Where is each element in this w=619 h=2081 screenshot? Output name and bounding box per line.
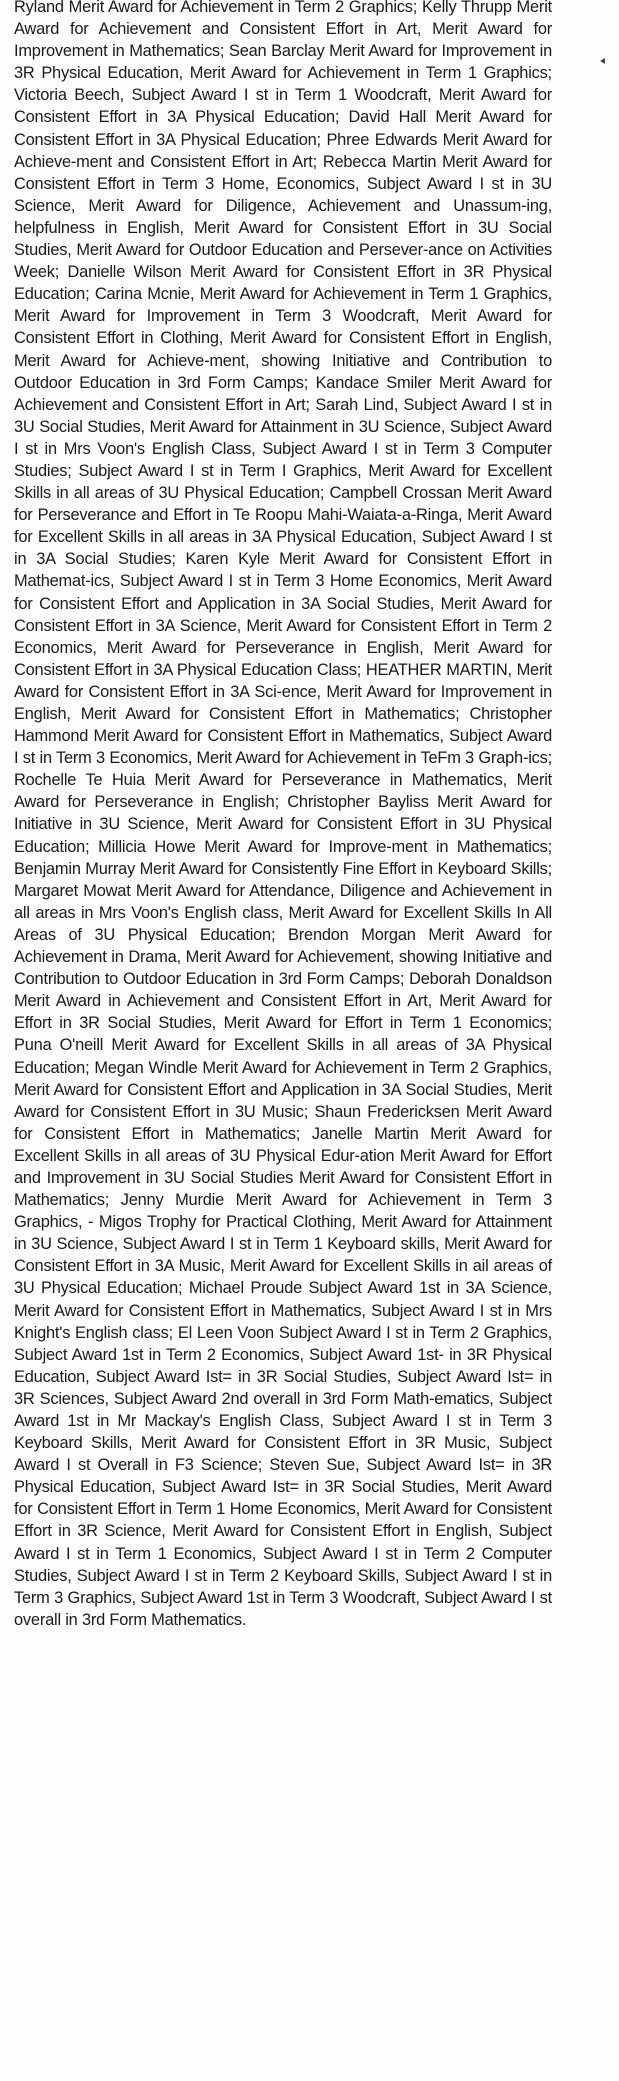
award-list-paragraph: Ryland Merit Award for Achievement in Term 2 Graphics; Kelly Thrupp Merit Award for Achievement and Consistent Effort in Art, Merit Award for Improvement in Mathematics; Sean Barclay Merit Award for Improvement in 3R Physical Education, Merit Award for Achievement in Term 1 Graphics; Victoria Beech, Subject Award I st in Term 1 Woodcraft, Merit Award for Consistent Effort in 3A Physical Education; David Hall Merit Award for Consistent Effort in 3A Physical Education; Phree Edwards Merit Award for Achieve-ment and Consistent Effort in Art; Rebecca Martin Merit Award for Consistent Effort in Term 3 Home, Economics, Subject Award I st in 3U Science, Merit Award for Diligence, Achievement and Unassum-ing, helpfulness in English, Merit Award for Consistent Effort in 3U Social Studies, Merit Award for Outdoor Education and Persever-ance on Activities Week; Danielle Wilson Merit Award for Consistent Effort in 3R Physical Education; Carina Mcnie, Merit Award for Achievement in Term 1 Graphics, Merit Award for Improvement in Term 3 Woodcraft, Merit Award for Consistent Effort in Clothing, Merit Award for Consistent Effort in English, Merit Award for Achieve-ment, showing Initiative and Contribution to Outdoor Education in 3rd Form Camps; Kandace Smiler Merit Award for Achievement and Consistent Effort in Art; Sarah Lind, Subject Award I st in 3U Social Studies, Merit Award for Attainment in 3U Science, Subject Award I st in Mrs Voon's English Class, Subject Award I st in Term 3 Computer Studies; Subject Award I st in Term I Graphics, Merit Award for Excellent Skills in all areas of 3U Physical Education; Campbell Crossan Merit Award for Perseverance and Effort in Te Roopu Mahi-Waiata-a-Ringa, Merit Award for Excellent Skills in all areas in 3A Physical Education, Subject Award I st in 3A Social Studies; Karen Kyle Merit Award for Consistent Effort in Mathemat-ics, Subject Award I st in Term 3 Home Economics, Merit Award for Consistent Effort and Application in 3A Social Studies, Merit Award for Consistent Effort in 3A Science, Merit Award for Consistent Effort in Term 2 Economics, Merit Award for Perseverance in English, Merit Award for Consistent Effort in 3A Physical Education Class; HEATHER MARTIN, Merit Award for Consistent Effort in 3A Sci-ence, Merit Award for Improvement in English, Merit Award for Consistent Effort in Mathematics; Christopher Hammond Merit Award for Consistent Effort in Mathematics, Subject Award I st in Term 3 Economics, Merit Award for Achievement in TeFm 3 Graph-ics; Rochelle Te Huia Merit Award for Perseverance in Mathematics, Merit Award for Perseverance in English; Christopher Bayliss Merit Award for Initiative in 3U Science, Merit Award for Consistent Effort in 3U Physical Education; Millicia Howe Merit Award for Improve-ment in Mathematics; Benjamin Murray Merit Award for Consistently Fine Effort in Keyboard Skills; Margaret Mowat Merit Award for Attendance, Diligence and Achievement in all areas in Mrs Voon's English class, Merit Award for Excellent Skills In All Areas of 3U Physical Education; Brendon Morgan Merit Award for Achievement in Drama, Merit Award for Achievement, showing Initiative and Contribution to Outdoor Education in 3rd Form Camps; Deborah Donaldson Merit Award in Achievement and Consistent Effort in Art, Merit Award for Effort in 3R Social Studies, Merit Award for Effort in Term 1 Economics; Puna O'neill Merit Award for Excellent Skills in all areas of 3A Physical Education; Megan Windle Merit Award for Achievement in Term 2 Graphics, Merit Award for Consistent Effort and Application in 3A Social Studies, Merit Award for Consistent Effort in 3U Music; Shaun Fredericksen Merit Award for Consistent Effort in Mathematics; Janelle Martin Merit Award for Excellent Skills in all areas of 3U Physical Edur-ation Merit Award for Effort and Improvement in 3U Social Studies Merit Award for Consistent Effort in Mathematics; Jenny Murdie Merit Award for Achievement in Term 3 Graphics, - Migos Trophy for Practical Clothing, Merit Award for Attainment in 3U Science, Subject Award I st in Term 1 Keyboard skills, Merit Award for Consistent Effort in 3A Music, Merit Award for Excellent Skills in ail areas of 3U Physical Education; Michael Proude Subject Award 1st in 3A Science, Merit Award for Consistent Effort in Mathematics, Subject Award I st in Mrs Knight's English class; El Leen Voon Subject Award I st in Term 2 Graphics, Subject Award 1st in Term 2 Economics, Subject Award 1st- in 3R Physical Education, Subject Award Ist= in 3R Social Studies, Subject Award Ist= in 3R Sciences, Subject Award 2nd overall in 3rd Form Math-ematics, Subject Award 1st in Mr Mackay's English Class, Subject Award I st in Term 3 Keyboard Skills, Merit Award for Consistent Effort in 3R Music, Subject Award I st Overall in F3 Science; Steven Sue, Subject Award Ist= in 3R Physical Education, Subject Award Ist= in 3R Social Studies, Merit Award for Consistent Effort in Term 1 Home Economics, Merit Award for Consistent Effort in 3R Science, Merit Award for Consistent Effort in English, Subject Award I st in Term 1 Economics, Subject Award I st in Term 2 Computer Studies, Subject Award I st in Term 2 Keyboard Skills, Subject Award I st in Term 3 Graphics, Subject Award 1st in Term 3 Woodcraft, Subject Award I st overall in 3rd Form Mathematics.	[14, 0, 552, 1629]
margin-arrow-mark-icon	[600, 58, 605, 64]
